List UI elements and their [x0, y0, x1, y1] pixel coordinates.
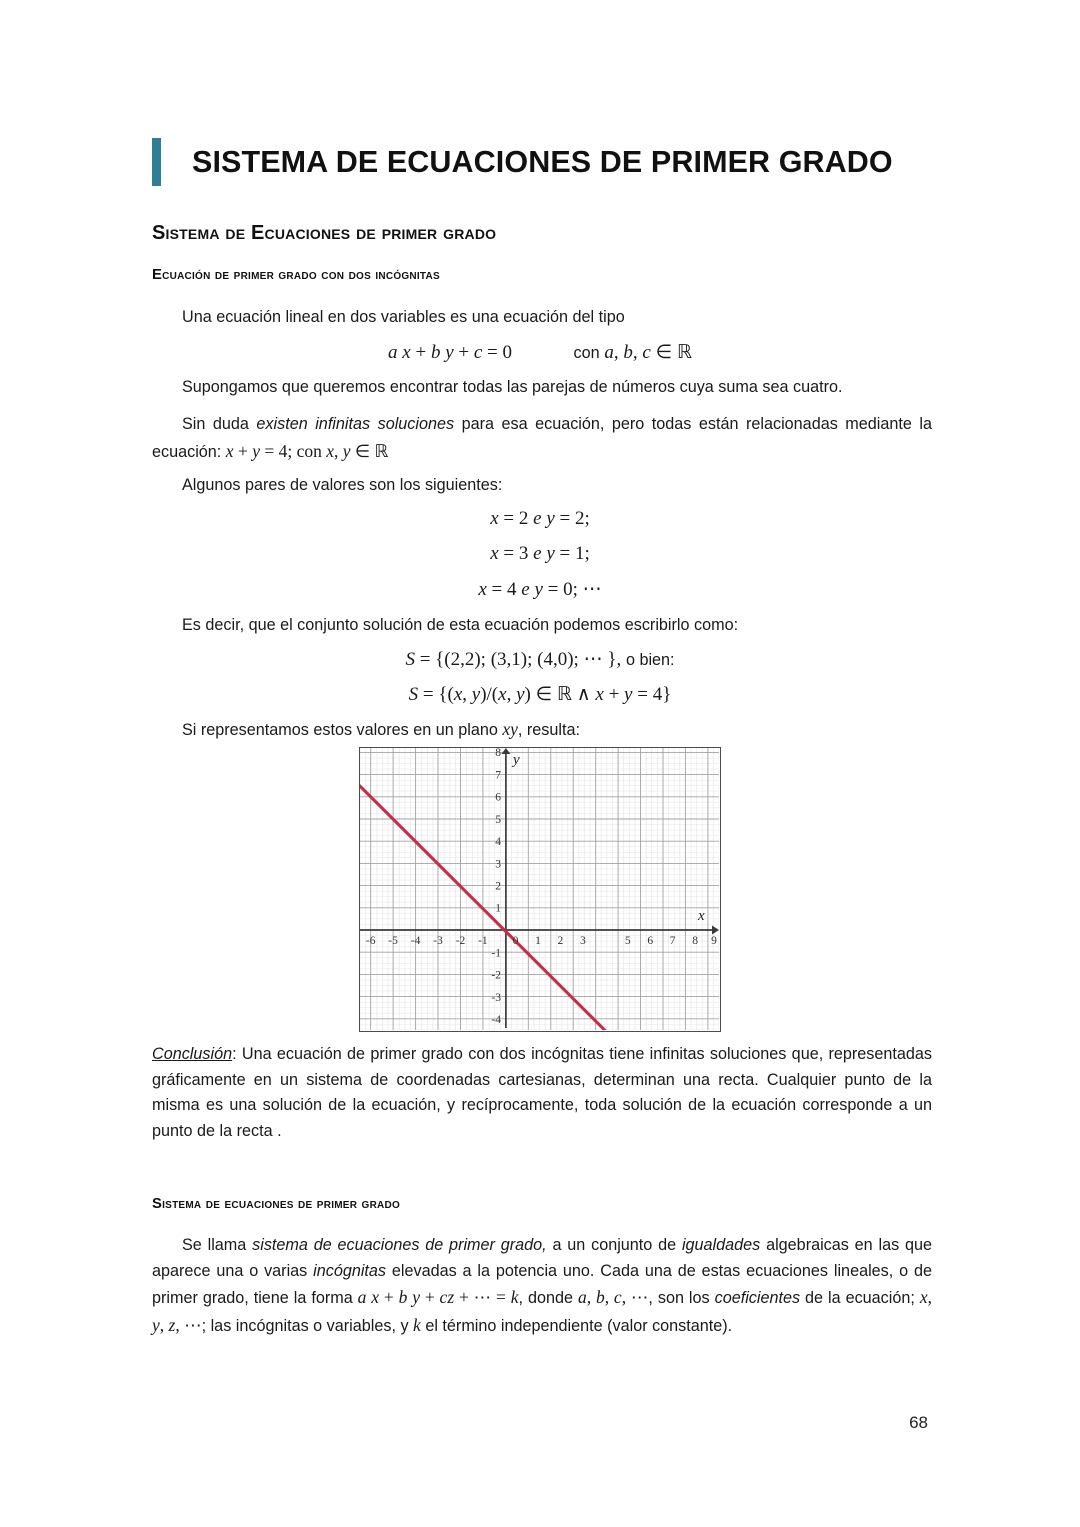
svg-text:8: 8	[692, 935, 698, 947]
svg-text:0: 0	[512, 935, 519, 947]
svg-text:9: 9	[711, 935, 717, 947]
svg-text:-4: -4	[491, 1014, 501, 1027]
conclusion-label: Conclusión	[152, 1045, 233, 1063]
paragraph-definition: Una ecuación lineal en dos variables es una ecuación del tipo	[182, 308, 625, 326]
p7-emphasis-2: igualdades	[681, 1236, 761, 1254]
page-title-row	[152, 138, 952, 186]
svg-text:1: 1	[495, 902, 501, 915]
svg-text:-4: -4	[410, 935, 421, 947]
svg-text:4: 4	[495, 836, 501, 849]
svg-text:-5: -5	[388, 935, 398, 947]
p6-inline-math: xy	[502, 719, 518, 739]
subsection-heading-sistema: Sistema de ecuaciones de primer grado	[152, 1196, 401, 1212]
title-accent-bar	[152, 138, 161, 186]
svg-text:6: 6	[495, 791, 501, 804]
p7-text-f: , son los	[648, 1289, 715, 1308]
svg-text:-1: -1	[491, 947, 501, 960]
p3-text-b: para esa ecuación, pero todas están relacionadas mediante la ecuación:	[152, 415, 932, 461]
equation-pair-3: x = 4 e y = 0; ⋯	[478, 579, 602, 600]
p6-text-a: Si representamos estos valores en un plano	[182, 721, 503, 739]
svg-text:-6: -6	[365, 935, 376, 947]
p3-text-a: Sin duda	[182, 415, 257, 433]
paragraph-si-representamos	[152, 716, 930, 744]
svg-text:6: 6	[647, 935, 654, 947]
svg-text:3: 3	[495, 858, 501, 871]
paragraph-es-decir: Es decir, que el conjunto solución de esta ecuación podemos escribirlo como:	[182, 616, 739, 634]
graph-svg	[360, 748, 719, 1030]
paragraph-sistema-definicion	[152, 1233, 932, 1339]
paragraph-conclusion	[152, 1042, 932, 1144]
conclusion-body: : Una ecuación de primer grado con dos incógnitas tiene infinitas soluciones que, representadas gráficamente en un sistema de coordenadas cartesianas, determinan una recta. Cualquier punto de la misma es una solución de la ecuación, y recíprocamente, toda solución de la ecuación corresponde a un punto de la recta .	[152, 1045, 932, 1140]
p7-inline-math-3: x, y, z, ⋯	[152, 1287, 932, 1335]
svg-text:-3: -3	[433, 935, 443, 947]
section-heading: Sistema de Ecuaciones de primer grado	[152, 222, 497, 244]
equation-general-form: a x + b y + c = 0 con a, b, c ∈ ℝ	[388, 341, 692, 363]
equation-pair-2: x = 3 e y = 1;	[490, 543, 590, 564]
equation-pair-1: x = 2 e y = 2;	[490, 508, 590, 529]
paragraph-supongamos: Supongamos que queremos encontrar todas las parejas de números cuya suma sea cuatro.	[182, 378, 843, 396]
p7-text-e: , donde	[518, 1289, 578, 1308]
svg-text:5: 5	[624, 935, 631, 947]
paragraph-algunos-pares: Algunos pares de valores son los siguientes:	[182, 476, 503, 494]
p7-inline-math-2: a, b, c, ⋯	[577, 1287, 649, 1308]
p7-text-g: de la ecuación;	[800, 1289, 920, 1308]
cartesian-plane-graph	[359, 747, 721, 1032]
svg-text:2: 2	[557, 935, 564, 947]
svg-text:5: 5	[495, 813, 501, 826]
svg-text:-1: -1	[478, 935, 488, 947]
p7-text-d: elevadas a la potencia uno. Cada una de estas ecuaciones lineales, o de primer grado, tiene la forma	[152, 1261, 932, 1308]
graph-y-axis-label: y	[513, 752, 520, 768]
equation-set-builder: S = {(x, y)/(x, y) ∈ ℝ ∧ x + y = 4}	[408, 683, 672, 705]
subsection-heading-ecuacion: Ecuación de primer grado con dos incógnitas	[152, 267, 440, 283]
svg-text:-2: -2	[491, 969, 501, 982]
svg-text:-2: -2	[455, 935, 466, 947]
svg-text:-3: -3	[491, 991, 501, 1004]
svg-text:3: 3	[580, 935, 586, 947]
p7-inline-math-1: a x + b y + cz + ⋯ = k	[357, 1287, 519, 1308]
equation-set-roster: S = {(2,2); (3,1); (4,0); ⋯ }, o bien:	[405, 649, 675, 670]
p7-inline-math-4: k	[413, 1314, 421, 1335]
graph-x-axis-label: x	[698, 908, 705, 924]
p3-inline-math: x + y = 4; con x, y ∈ ℝ	[225, 440, 389, 462]
p7-text-c: algebraicas en las que aparece una o varias	[152, 1236, 933, 1280]
p7-text-a: Se llama	[182, 1236, 253, 1254]
p7-emphasis-4: coeficientes	[714, 1289, 801, 1308]
p6-text-b: , resulta:	[517, 721, 580, 739]
svg-text:7: 7	[495, 769, 501, 782]
p7-emphasis-3: incógnitas	[313, 1261, 387, 1280]
svg-text:7: 7	[669, 935, 676, 947]
graph-minor-grid	[360, 748, 719, 1030]
page-number: 68	[909, 1413, 928, 1432]
page-title: SISTEMA DE ECUACIONES DE PRIMER GRADO	[192, 144, 893, 179]
p7-emphasis-1: sistema de ecuaciones de primer grado,	[252, 1236, 547, 1254]
p3-emphasis: existen infinitas soluciones	[256, 415, 455, 433]
p7-text-b: a un conjunto de	[546, 1236, 682, 1254]
p7-text-i: el término independiente (valor constante).	[420, 1316, 733, 1335]
paragraph-sin-duda	[152, 412, 932, 466]
svg-text:8: 8	[495, 748, 501, 759]
svg-text:1: 1	[535, 935, 541, 947]
svg-text:2: 2	[495, 880, 501, 893]
p7-text-h: ; las incógnitas o variables, y	[201, 1316, 414, 1335]
